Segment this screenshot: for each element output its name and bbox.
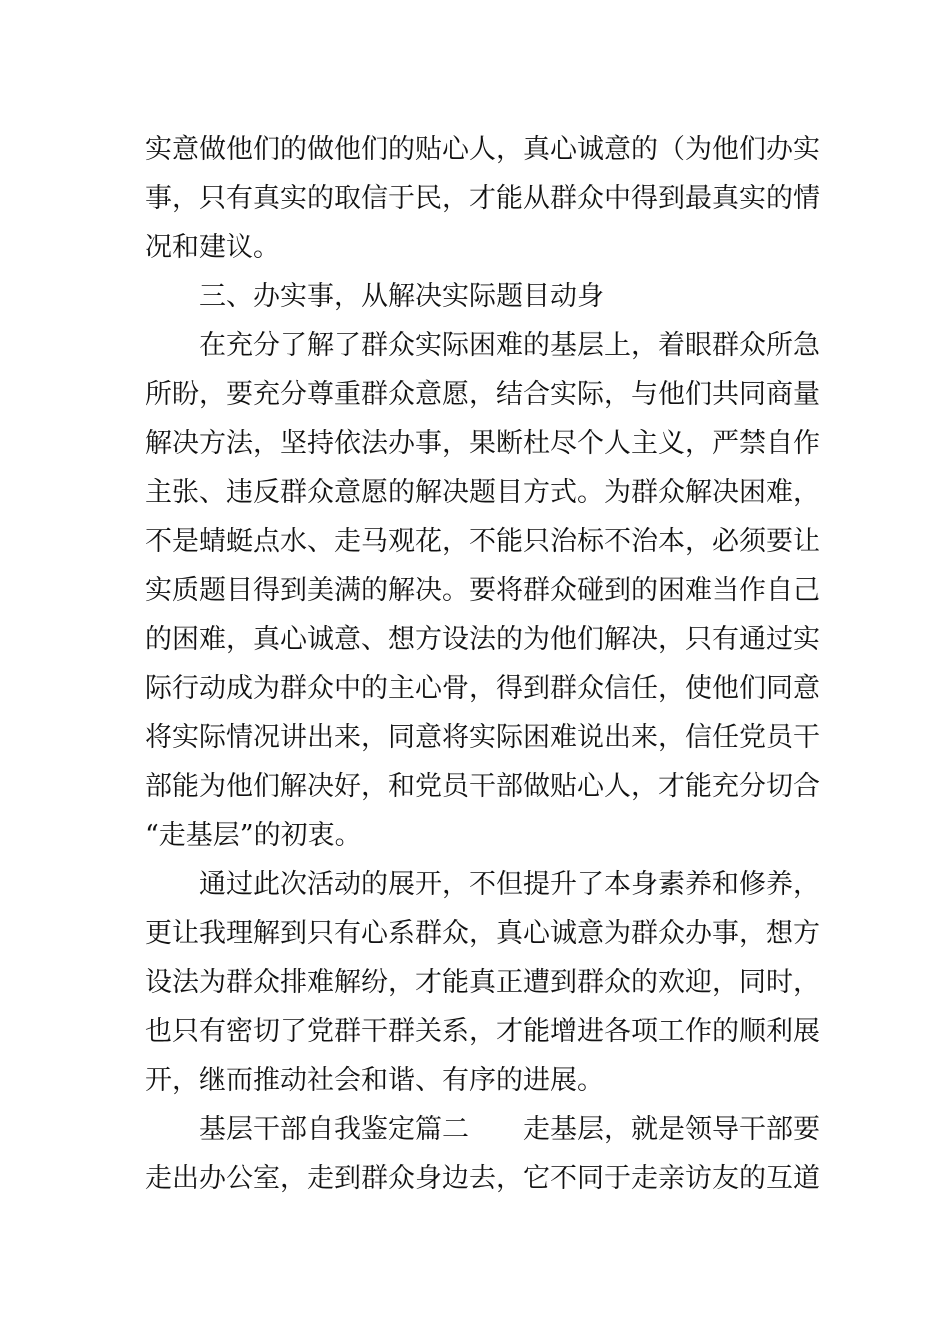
text-line: 所盼，要充分尊重群众意愿，结合实际，与他们共同商量 bbox=[145, 379, 820, 410]
text-line: 将实际情况讲出来，同意将实际困难说出来，信任党员干 bbox=[145, 722, 820, 753]
text-line: 更让我理解到只有心系群众，真心诚意为群众办事，想方 bbox=[145, 918, 820, 949]
text-line: 三、办实事，从解决实际题目动身 bbox=[199, 281, 604, 312]
text-line: 部能为他们解决好，和党员干部做贴心人，才能充分切合 bbox=[145, 771, 820, 802]
text-line: 也只有密切了党群干群关系，才能增进各项工作的顺利展 bbox=[145, 1016, 820, 1047]
text-line: 主张、违反群众意愿的解决题目方式。为群众解决困难， bbox=[145, 477, 820, 508]
text-line: 解决方法，坚持依法办事，果断杜尽个人主义，严禁自作 bbox=[145, 428, 820, 459]
text-line: 事，只有真实的取信于民，才能从群众中得到最真实的情 bbox=[145, 183, 820, 214]
text-line: “走基层”的初衷。 bbox=[145, 820, 362, 851]
text-line: 不是蜻蜓点水、走马观花，不能只治标不治本，必须要让 bbox=[145, 526, 820, 557]
text-line: 通过此次活动的展开，不但提升了本身素养和修养， bbox=[199, 869, 820, 900]
text-line: 况和建议。 bbox=[145, 232, 280, 263]
text-line: 际行动成为群众中的主心骨，得到群众信任，使他们同意 bbox=[145, 673, 820, 704]
text-line: 开，继而推动社会和谐、有序的进展。 bbox=[145, 1065, 604, 1096]
text-line: 设法为群众排难解纷，才能真正遭到群众的欢迎，同时， bbox=[145, 967, 820, 998]
document-body bbox=[145, 125, 820, 1203]
text-line: 的困难，真心诚意、想方设法的为他们解决，只有通过实 bbox=[145, 624, 820, 655]
text-line: 实质题目得到美满的解决。要将群众碰到的困难当作自己 bbox=[145, 575, 820, 606]
text-line: 在充分了解了群众实际困难的基层上，着眼群众所急 bbox=[199, 330, 820, 361]
text-line: 走出办公室，走到群众身边去，它不同于走亲访友的互道 bbox=[145, 1163, 820, 1194]
text-line: 实意做他们的做他们的贴心人，真心诚意的（为他们办实 bbox=[145, 134, 820, 165]
text-line: 基层干部自我鉴定篇二 走基层，就是领导干部要 bbox=[199, 1114, 820, 1145]
